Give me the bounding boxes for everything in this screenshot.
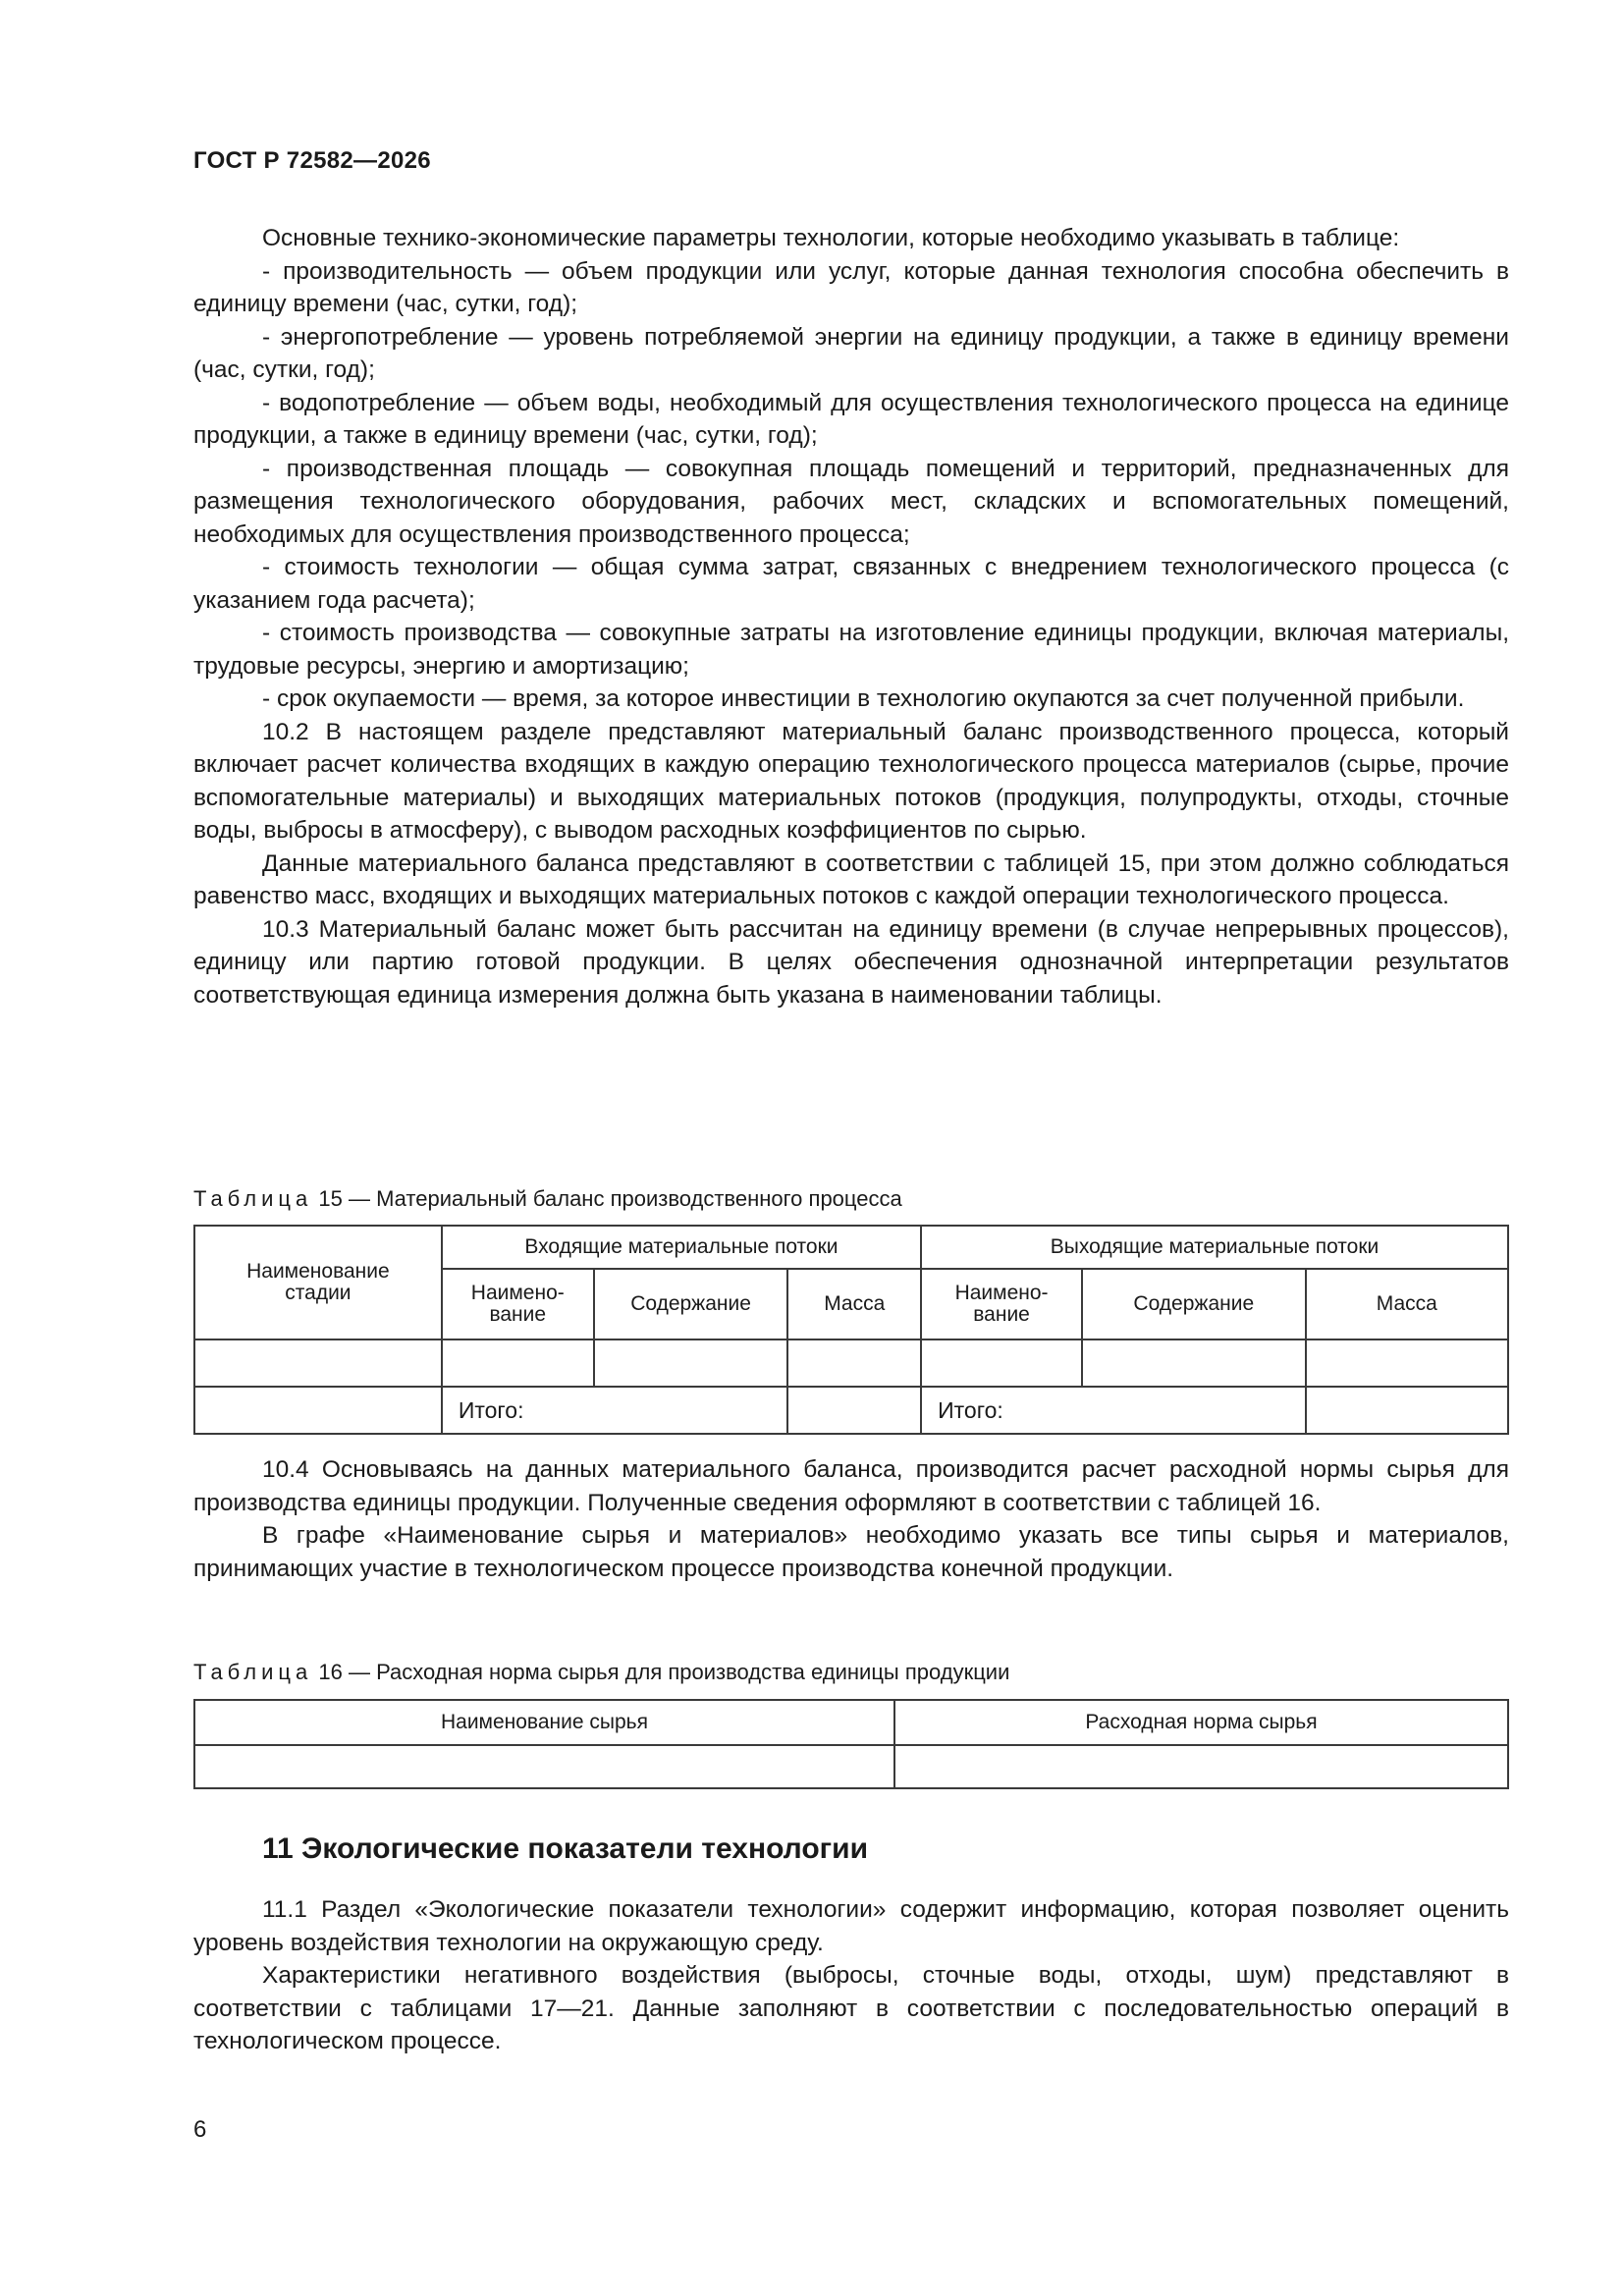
paragraph: Основные технико-экономические параметры технологии, которые необходимо указывать в таблице: <box>262 225 1400 251</box>
table-cell <box>787 1387 921 1434</box>
page-number: 6 <box>193 2116 207 2143</box>
total-out-label: Итого: <box>921 1387 1305 1434</box>
table-row <box>194 1745 1508 1788</box>
table-cell <box>787 1339 921 1387</box>
document-header: ГОСТ Р 72582—2026 <box>193 147 431 174</box>
table-cell <box>194 1745 894 1788</box>
list-item: - стоимость технологии — общая сумма затрат, связанных с внедрением технологического процесса (с указанием года расчета); <box>193 554 1509 614</box>
header-stage: Наименование стадии <box>194 1226 442 1339</box>
table-cell <box>1082 1339 1306 1387</box>
list-item: - энергопотребление — уровень потребляемой энергии на единицу продукции, а также в единицу времени (час, сутки, год); <box>193 323 1509 383</box>
list-item: - срок окупаемости — время, за которое инвестиции в технологию окупаются за счет полученной прибыли. <box>262 685 1465 712</box>
header-norm: Расходная норма сырья <box>894 1700 1508 1745</box>
table15-caption <box>193 1186 902 1212</box>
section-heading: 11 Экологические показатели технологии <box>262 1832 869 1865</box>
table-cell <box>442 1339 594 1387</box>
table-cell <box>194 1387 442 1434</box>
material-balance-table <box>193 1225 1509 1435</box>
section-text <box>193 1893 1509 2058</box>
list-item: - стоимость производства — совокупные затраты на изготовление единицы продукции, включая материалы, трудовые ресурсы, энергию и амортизацию; <box>193 620 1509 680</box>
list-item: - водопотребление — объем воды, необходимый для осуществления технологического процесса на единице продукции, а также в единицу времени (час, сутки, год); <box>193 389 1509 449</box>
paragraph: Характеристики негативного воздействия (выбросы, сточные воды, отходы, шум) представляют в соответствии с таблицами 17—21. Данные заполняют в соответствии с последовательностью операций в технологическом процессе. <box>193 1962 1509 2054</box>
header-in-name: Наимено-вание <box>442 1269 594 1339</box>
table-cell <box>921 1339 1082 1387</box>
body-text <box>193 222 1509 1011</box>
header-out-content: Содержание <box>1082 1269 1306 1339</box>
table-cell <box>594 1339 788 1387</box>
table-cell <box>194 1339 442 1387</box>
table-row <box>194 1339 1508 1387</box>
paragraph: 10.4 Основываясь на данных материального баланса, производится расчет расходной нормы сырья для производства единицы продукции. Полученные сведения оформляют в соответствии с таблицей 16. <box>193 1456 1509 1516</box>
table-cell <box>1306 1387 1508 1434</box>
body-text-2 <box>193 1453 1509 1585</box>
paragraph: 11.1 Раздел «Экологические показатели технологии» содержит информацию, которая позволяет оценить уровень воздействия технологии на окружающую среду. <box>193 1896 1509 1956</box>
table16-caption-text: 16 — Расходная норма сырья для производства единицы продукции <box>318 1660 1010 1684</box>
table-total-row <box>194 1387 1508 1434</box>
header-incoming: Входящие материальные потоки <box>442 1226 921 1269</box>
paragraph: 10.3 Материальный баланс может быть рассчитан на единицу времени (в случае непрерывных процессов), единицу или партию готовой продукции. В целях обеспечения однозначной интерпретации результатов соответствующая единица измерения должна быть указана в наименовании таблицы. <box>193 915 1509 1009</box>
header-in-mass: Масса <box>787 1269 921 1339</box>
list-item: - производственная площадь — совокупная площадь помещений и территорий, предназначенных для размещения технологического оборудования, рабочих мест, складских и вспомогательных помещений, необходимых для осуществления производственного процесса; <box>193 455 1509 548</box>
raw-material-norm-table <box>193 1699 1509 1789</box>
paragraph: Данные материального баланса представляют в соответствии с таблицей 15, при этом должно соблюдаться равенство масс, входящих и выходящих материальных потоков с каждой операции технологического процесса. <box>193 849 1509 909</box>
table15-caption-word: Таблица <box>193 1186 313 1211</box>
header-out-mass: Масса <box>1306 1269 1508 1339</box>
header-outgoing: Выходящие материальные потоки <box>921 1226 1508 1269</box>
paragraph: В графе «Наименование сырья и материалов» необходимо указать все типы сырья и материалов, принимающих участие в технологическом процессе производства конечной продукции. <box>193 1522 1509 1582</box>
header-raw-material: Наименование сырья <box>194 1700 894 1745</box>
header-in-content: Содержание <box>594 1269 788 1339</box>
table16-caption <box>193 1660 1009 1685</box>
header-out-name: Наимено-вание <box>921 1269 1082 1339</box>
table15-caption-text: 15 — Материальный баланс производственного процесса <box>318 1186 902 1211</box>
paragraph: 10.2 В настоящем разделе представляют материальный баланс производственного процесса, который включает расчет количества входящих в каждую операцию технологического процесса материалов (сырье, прочие вспомогательные материалы) и выходящих материальных потоков (продукция, полупродукты, отходы, сточные воды, выбросы в атмосферу), с выводом расходных коэффициентов по сырью. <box>193 718 1509 844</box>
list-item: - производительность — объем продукции или услуг, которые данная технология способна обеспечить в единицу времени (час, сутки, год); <box>193 257 1509 317</box>
total-in-label: Итого: <box>442 1387 788 1434</box>
table16-caption-word: Таблица <box>193 1660 313 1684</box>
table-cell <box>1306 1339 1508 1387</box>
table-cell <box>894 1745 1508 1788</box>
